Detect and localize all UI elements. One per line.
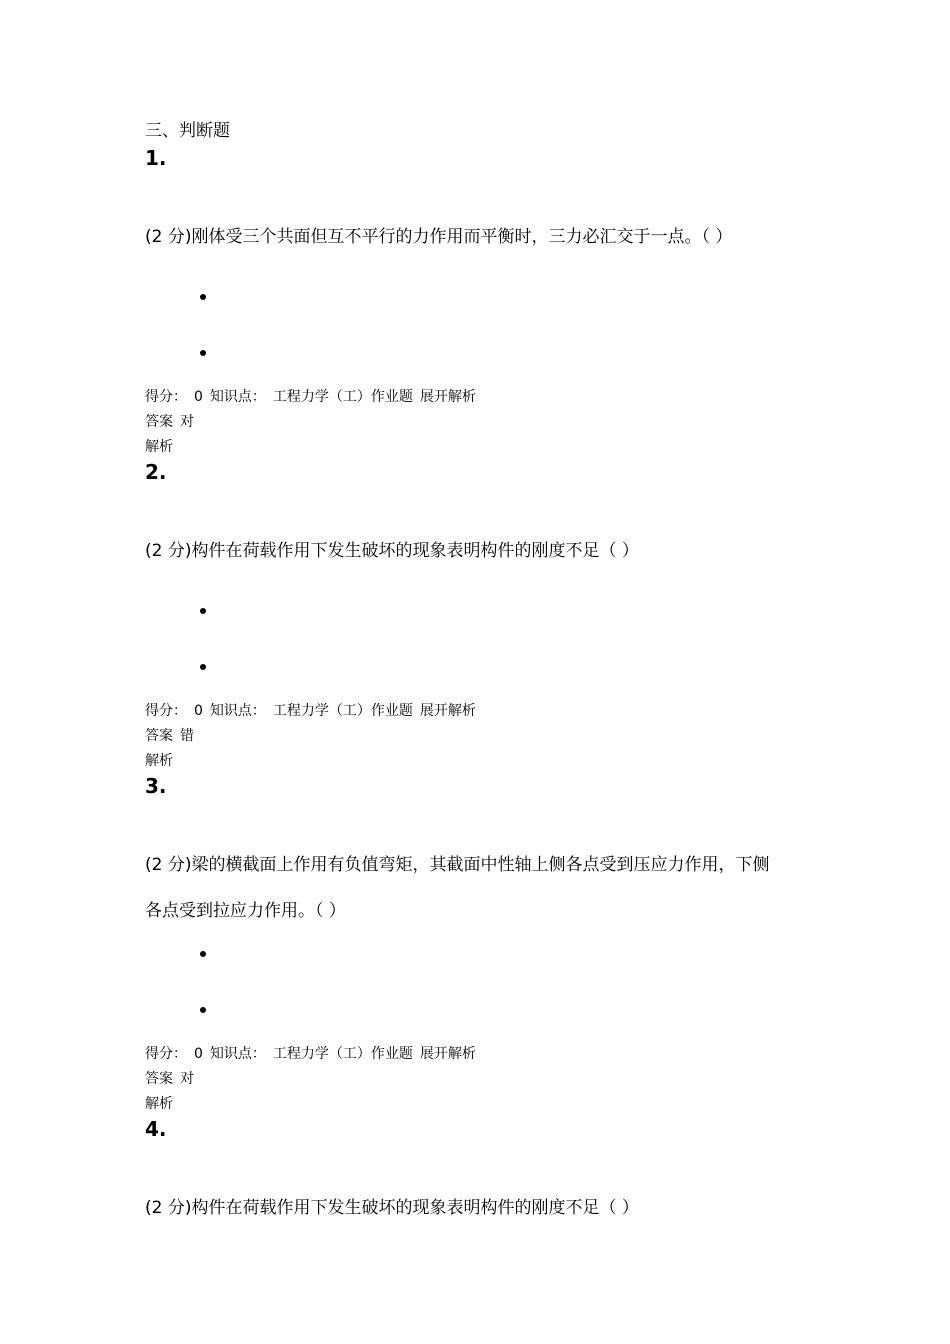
question-text-continued: 各点受到拉应力作用。（ ） bbox=[145, 901, 346, 921]
question-text: (2 分)构件在荷载作用下发生破坏的现象表明构件的刚度不足（ ） bbox=[145, 541, 639, 561]
knowledge-label: 知识点： bbox=[209, 703, 266, 719]
answer-label: 答案 bbox=[145, 414, 173, 430]
answer-value: 对 bbox=[180, 414, 194, 430]
score-value: 0 bbox=[194, 703, 203, 719]
section-title: 三、判断题 bbox=[145, 121, 230, 141]
answer-row bbox=[145, 725, 201, 745]
answer-row bbox=[145, 411, 201, 431]
answer-value: 错 bbox=[180, 728, 194, 744]
answer-value: 对 bbox=[180, 1071, 194, 1087]
expand-analysis-link[interactable]: 展开解析 bbox=[419, 1046, 476, 1062]
score-row bbox=[145, 700, 483, 720]
knowledge-label: 知识点： bbox=[209, 389, 266, 405]
expand-analysis-link[interactable]: 展开解析 bbox=[419, 703, 476, 719]
question-number: 1. bbox=[145, 146, 167, 170]
option-bullet[interactable] bbox=[200, 664, 206, 670]
question-text: (2 分)构件在荷载作用下发生破坏的现象表明构件的刚度不足（ ） bbox=[145, 1198, 639, 1218]
question-text: (2 分)梁的横截面上作用有负值弯矩，其截面中性轴上侧各点受到压应力作用，下侧 bbox=[145, 855, 770, 875]
knowledge-value: 工程力学（工）作业题 bbox=[272, 703, 413, 719]
answer-row bbox=[145, 1068, 201, 1088]
question-number: 2. bbox=[145, 460, 167, 484]
question-number: 3. bbox=[145, 774, 167, 798]
question-text: (2 分)刚体受三个共面但互不平行的力作用而平衡时，三力必汇交于一点。（ ） bbox=[145, 227, 733, 247]
question-number: 4. bbox=[145, 1117, 167, 1141]
score-label: 得分： bbox=[145, 1046, 187, 1062]
analysis-label: 解析 bbox=[145, 439, 173, 455]
expand-analysis-link[interactable]: 展开解析 bbox=[419, 389, 476, 405]
analysis-label: 解析 bbox=[145, 753, 173, 769]
option-bullet[interactable] bbox=[200, 608, 206, 614]
knowledge-value: 工程力学（工）作业题 bbox=[272, 1046, 413, 1062]
answer-label: 答案 bbox=[145, 1071, 173, 1087]
score-value: 0 bbox=[194, 1046, 203, 1062]
option-bullet[interactable] bbox=[200, 951, 206, 957]
score-label: 得分： bbox=[145, 703, 187, 719]
score-value: 0 bbox=[194, 389, 203, 405]
knowledge-value: 工程力学（工）作业题 bbox=[272, 389, 413, 405]
option-bullet[interactable] bbox=[200, 350, 206, 356]
analysis-label: 解析 bbox=[145, 1096, 173, 1112]
option-bullet[interactable] bbox=[200, 294, 206, 300]
score-row bbox=[145, 1043, 483, 1063]
knowledge-label: 知识点： bbox=[209, 1046, 266, 1062]
answer-label: 答案 bbox=[145, 728, 173, 744]
option-bullet[interactable] bbox=[200, 1007, 206, 1013]
score-row bbox=[145, 386, 483, 406]
score-label: 得分： bbox=[145, 389, 187, 405]
